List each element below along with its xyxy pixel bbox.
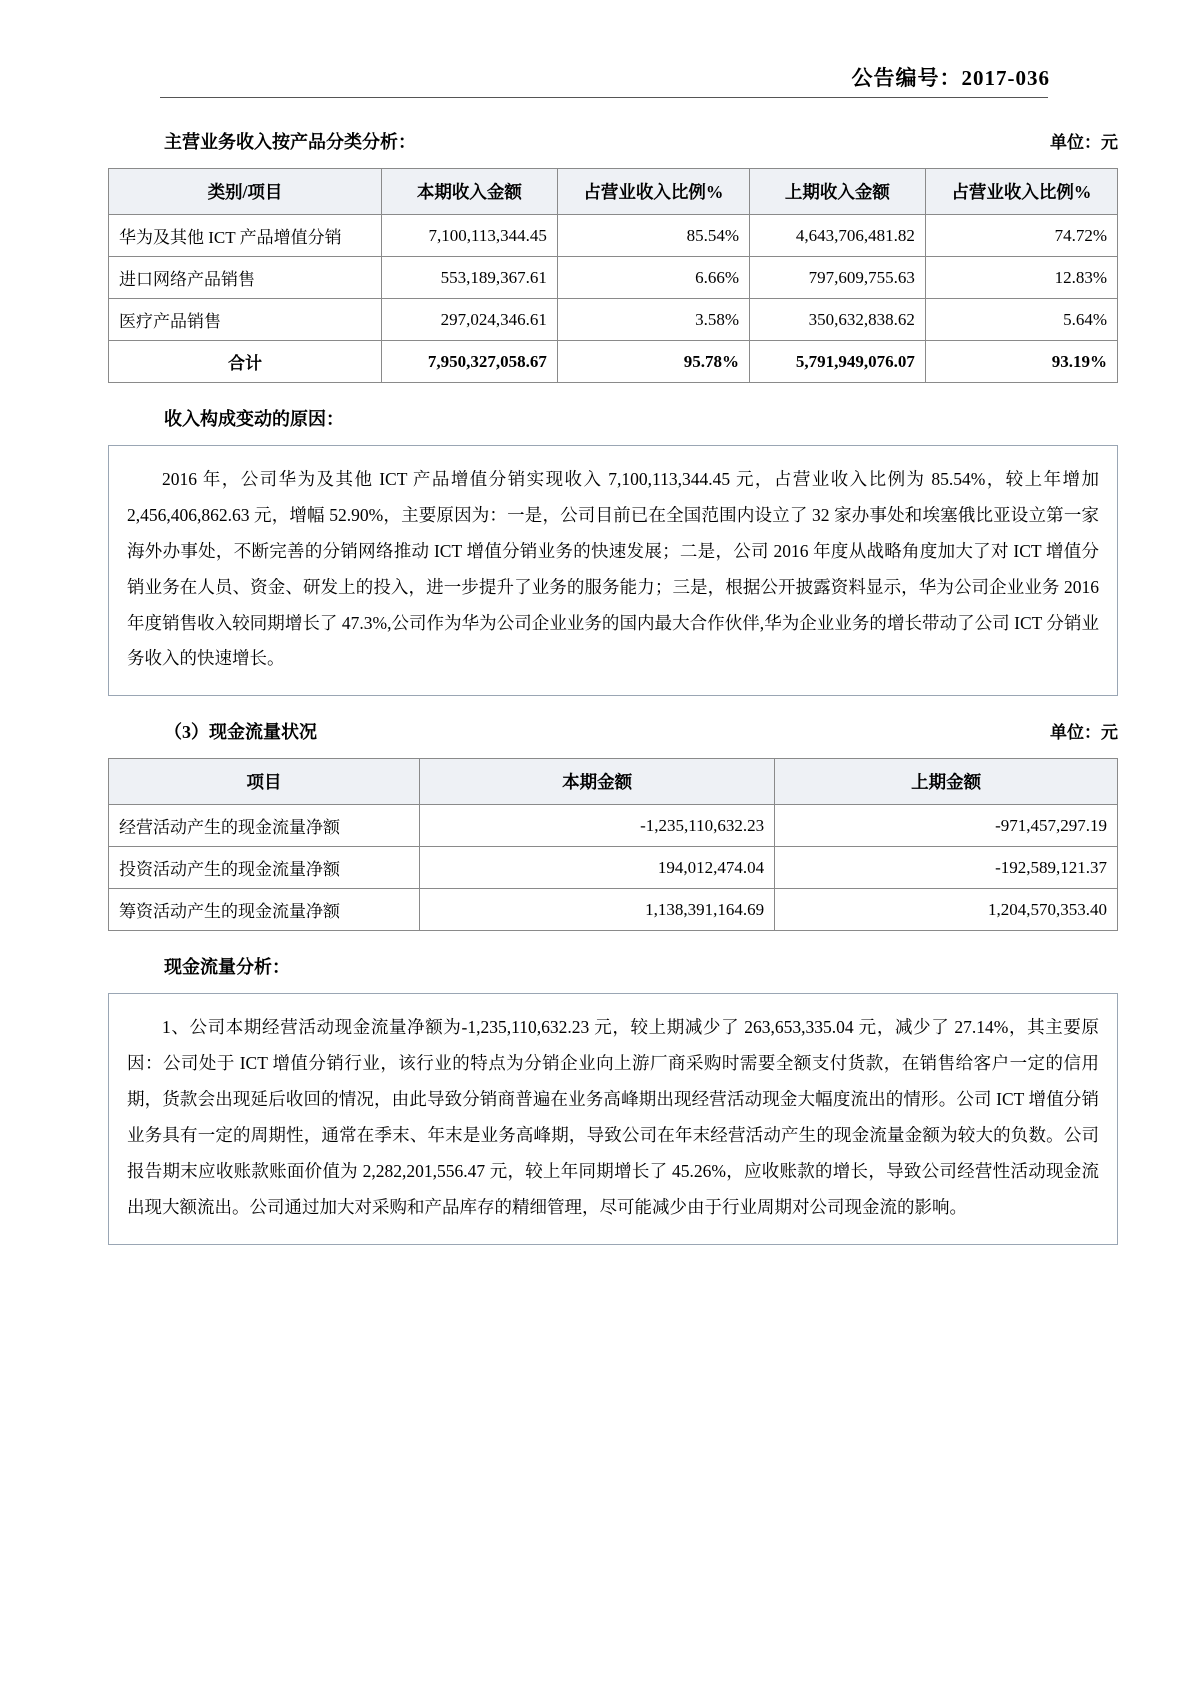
cell-current-ratio: 6.66% bbox=[557, 257, 749, 299]
table-row bbox=[109, 299, 1118, 341]
cell-item: 经营活动产生的现金流量净额 bbox=[109, 805, 420, 847]
col-current-ratio: 占营业收入比例% bbox=[557, 169, 749, 215]
col-previous-ratio: 占营业收入比例% bbox=[925, 169, 1117, 215]
cell-previous-amount: 4,643,706,481.82 bbox=[749, 215, 925, 257]
cell-total-label: 合计 bbox=[109, 341, 382, 383]
cell-previous-ratio: 74.72% bbox=[925, 215, 1117, 257]
table-header-row bbox=[109, 759, 1118, 805]
col-item: 项目 bbox=[109, 759, 420, 805]
cell-total-current-ratio: 95.78% bbox=[557, 341, 749, 383]
table-row bbox=[109, 805, 1118, 847]
announcement-number: 公告编号：2017-036 bbox=[851, 66, 1050, 90]
table-header-row bbox=[109, 169, 1118, 215]
cell-current-ratio: 3.58% bbox=[557, 299, 749, 341]
cell-previous-amount: -192,589,121.37 bbox=[775, 847, 1118, 889]
cashflow-analysis-box bbox=[108, 993, 1118, 1244]
cell-current-amount: 194,012,474.04 bbox=[420, 847, 775, 889]
cashflow-analysis-paragraph: 1、公司本期经营活动现金流量净额为-1,235,110,632.23 元，较上期减少了 263,653,335.04 元，减少了 27.14%，其主要原因：公司处于 ICT 增值分销行业，该行业的特点为分销企业向上游厂商采购时需要全额支付货款，在销售给客户一定的信用期，货款会出现延后收回的情况，由此导致分销商普遍在业务高峰期出现经营活动现金大幅度流出的情形。公司 ICT 增值分销业务具有一定的周期性，通常在季末、年末是业务高峰期，导致公司在年末经营活动产生的现金流量金额为较大的负数。公司报告期末应收账款账面价值为 2,282,201,556.47 元，较上年同期增长了 45.26%，应收账款的增长，导致公司经营性活动现金流出现大额流出。公司通过加大对采购和产品库存的精细管理，尽可能减少由于行业周期对公司现金流的影响。 bbox=[127, 1017, 1099, 1217]
cashflow-section-title: （3）现金流量状况 bbox=[164, 722, 317, 743]
reason-section-title: 收入构成变动的原因： bbox=[164, 409, 344, 429]
cashflow-table bbox=[108, 758, 1118, 931]
header-divider bbox=[160, 97, 1048, 98]
cell-total-current-amount: 7,950,327,058.67 bbox=[382, 341, 558, 383]
col-previous-amount: 上期金额 bbox=[775, 759, 1118, 805]
cell-category: 医疗产品销售 bbox=[109, 299, 382, 341]
reason-paragraph: 2016 年，公司华为及其他 ICT 产品增值分销实现收入 7,100,113,344.45 元，占营业收入比例为 85.54%，较上年增加 2,456,406,862.63 元，增幅 52.90%，主要原因为：一是，公司目前已在全国范围内设立了 32 家办事处和埃塞俄比亚设立第一家海外办事处，不断完善的分销网络推动 ICT 增值分销业务的快速发展；二是，公司 2016 年度从战略角度加大了对 ICT 增值分销业务在人员、资金、研发上的投入，进一步提升了业务的服务能力；三是，根据公开披露资料显示，华为公司企业业务 2016 年度销售收入较同期增长了 47.3%,公司作为华为公司企业业务的国内最大合作伙伴,华为企业业务的增长带动了公司 ICT 分销业务收入的快速增长。 bbox=[127, 469, 1099, 669]
reason-paragraph-box bbox=[108, 445, 1118, 696]
cell-item: 投资活动产生的现金流量净额 bbox=[109, 847, 420, 889]
cell-current-amount: 7,100,113,344.45 bbox=[382, 215, 558, 257]
table-row bbox=[109, 215, 1118, 257]
cell-previous-amount: 797,609,755.63 bbox=[749, 257, 925, 299]
revenue-unit-label: 单位：元 bbox=[1050, 133, 1118, 152]
cell-total-previous-amount: 5,791,949,076.07 bbox=[749, 341, 925, 383]
col-previous-amount: 上期收入金额 bbox=[749, 169, 925, 215]
cell-item: 筹资活动产生的现金流量净额 bbox=[109, 889, 420, 931]
cell-current-amount: 297,024,346.61 bbox=[382, 299, 558, 341]
cell-previous-ratio: 5.64% bbox=[925, 299, 1117, 341]
cashflow-section-header bbox=[108, 718, 1118, 744]
cell-category: 华为及其他 ICT 产品增值分销 bbox=[109, 215, 382, 257]
cell-current-ratio: 85.54% bbox=[557, 215, 749, 257]
table-row bbox=[109, 257, 1118, 299]
table-total-row bbox=[109, 341, 1118, 383]
cell-current-amount: -1,235,110,632.23 bbox=[420, 805, 775, 847]
revenue-table bbox=[108, 168, 1118, 383]
cell-category: 进口网络产品销售 bbox=[109, 257, 382, 299]
col-current-amount: 本期收入金额 bbox=[382, 169, 558, 215]
cashflow-analysis-title: 现金流量分析： bbox=[164, 957, 290, 978]
cell-current-amount: 553,189,367.61 bbox=[382, 257, 558, 299]
cell-previous-ratio: 12.83% bbox=[925, 257, 1117, 299]
cell-current-amount: 1,138,391,164.69 bbox=[420, 889, 775, 931]
cashflow-unit-label: 单位：元 bbox=[1050, 723, 1118, 743]
cell-previous-amount: -971,457,297.19 bbox=[775, 805, 1118, 847]
cell-previous-amount: 350,632,838.62 bbox=[749, 299, 925, 341]
cell-previous-amount: 1,204,570,353.40 bbox=[775, 889, 1118, 931]
revenue-section-title: 主营业务收入按产品分类分析： bbox=[164, 132, 416, 152]
table-row bbox=[109, 847, 1118, 889]
reason-section-header bbox=[108, 405, 1118, 431]
cell-total-previous-ratio: 93.19% bbox=[925, 341, 1117, 383]
table-row bbox=[109, 889, 1118, 931]
cashflow-analysis-header bbox=[108, 953, 1118, 979]
col-current-amount: 本期金额 bbox=[420, 759, 775, 805]
col-category: 类别/项目 bbox=[109, 169, 382, 215]
revenue-section-header bbox=[108, 128, 1118, 154]
